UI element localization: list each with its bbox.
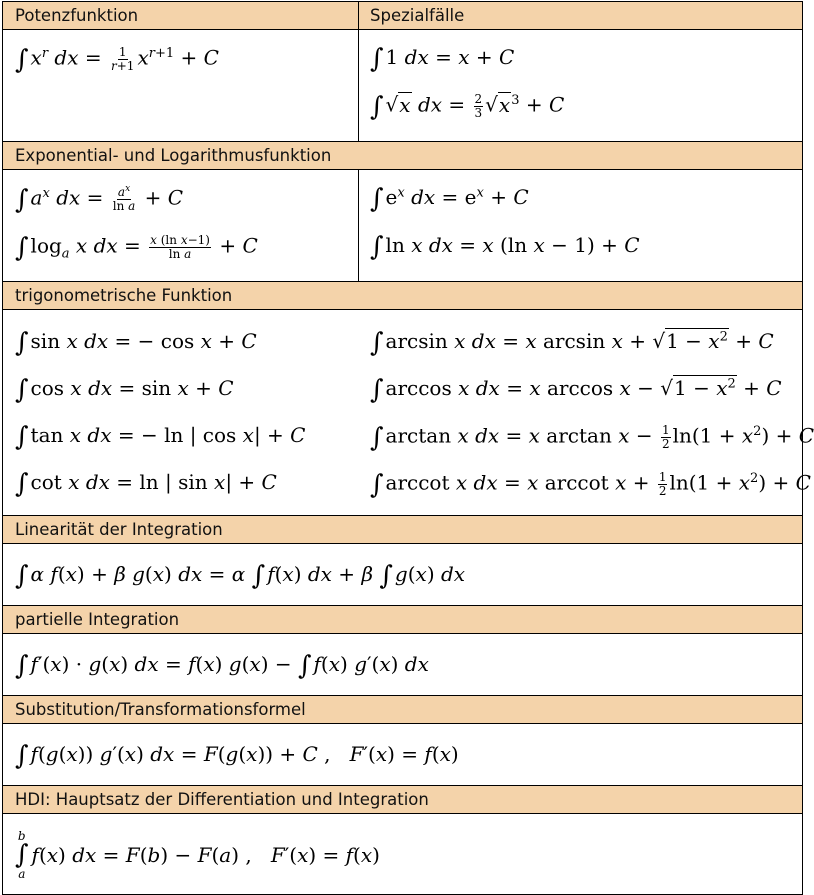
formula-tan: ∫ tan x dx = − ln | cos x| + C xyxy=(15,422,306,452)
section-linear xyxy=(2,543,803,605)
header-row-hdi xyxy=(2,785,803,813)
formula-cot: ∫ cot x dx = ln | sin x| + C xyxy=(15,469,277,499)
header-row-power xyxy=(2,1,803,29)
header-trigonometrisch: trigonometrische Funktion xyxy=(15,286,233,305)
formula-ax: ∫ $a^x$ dx = $\frac{a^x}{\text{ln a}}$ + C xyxy=(15,184,184,215)
formula-arcsin: ∫ arcsin x dx = x $\arcsin x + √1 - x^2 + C$ xyxy=(370,328,774,358)
header-partielle-integration: partielle Integration xyxy=(15,610,180,629)
integral-table xyxy=(2,1,814,895)
section-hdi xyxy=(2,813,803,895)
header-row-explog xyxy=(2,141,803,169)
formula-power: ∫ $x^r$ dx = $\frac{1}{r+1}$ $x^{r+1} + C$ xyxy=(15,44,219,75)
header-potenzfunktion: Potenzfunktion xyxy=(15,6,139,25)
section-trig xyxy=(2,309,814,515)
section-explog xyxy=(2,169,803,281)
formula-hdi: b ∫ a f(x) dx = F(b) − F(a) , F′(x) = f(x) xyxy=(15,829,380,881)
formula-arctan: ∫ arctan x dx = x arctan x − $\frac{1}{2}$ $\ln(1 + x^2) + C$ xyxy=(370,422,814,453)
header-row-partiell xyxy=(2,605,803,633)
formula-ln: ∫ ln x dx = x (ln x − 1) + C xyxy=(370,232,640,262)
formula-exp: ∫ $e^x$ dx = $e^x + C$ xyxy=(370,184,529,214)
formula-log-a: ∫ $\log_a x$ dx = $\frac{\text{x (ln x−1)}}{\text{ln a}}$ + C xyxy=(15,232,258,263)
formula-arccos: ∫ arccos x dx = x $\arccos x - √1 - x^2 + C$ xyxy=(370,375,782,405)
header-row-subst xyxy=(2,695,803,723)
formula-partial: ∫ f′(x) · g(x) dx = f(x) g(x) − ∫ f(x) g′(x) dx xyxy=(15,651,429,681)
section-subst xyxy=(2,723,803,785)
formula-const: ∫ 1 dx = x + C xyxy=(370,44,515,74)
formula-linear: ∫ α f(x) + β g(x) dx = α ∫ f(x) dx + β ∫ g(x) dx xyxy=(15,561,466,591)
formula-arccot: ∫ arccot x dx = x arccot x + $\frac{1}{2}$ $\ln(1 + x^2) + C$ xyxy=(370,469,811,500)
header-row-trig xyxy=(2,281,803,309)
formula-sqrt: ∫ √x dx = $\frac{2}{3}$ $√x^3 + C$ xyxy=(370,91,565,122)
header-spezialfaelle-cell xyxy=(358,2,464,29)
header-row-linear xyxy=(2,515,803,543)
formula-subst: ∫ f(g(x)) g′(x) dx = F(g(x)) + C , F′(x) = f(x) xyxy=(15,741,459,771)
header-linearitaet: Linearität der Integration xyxy=(15,520,223,539)
section-power xyxy=(2,29,803,141)
formula-cos: ∫ cos x dx = sin x + C xyxy=(15,375,234,405)
section-partiell xyxy=(2,633,803,695)
formula-sin: ∫ sin x dx = − cos x + C xyxy=(15,328,257,358)
header-spezialfaelle: Spezialfälle xyxy=(370,6,465,25)
header-substitution: Substitution/Transformationsformel xyxy=(15,700,306,719)
header-exponential-logarithmus: Exponential- und Logarithmusfunktion xyxy=(15,146,332,165)
header-hdi: HDI: Hauptsatz der Differentiation und Integration xyxy=(15,790,429,809)
